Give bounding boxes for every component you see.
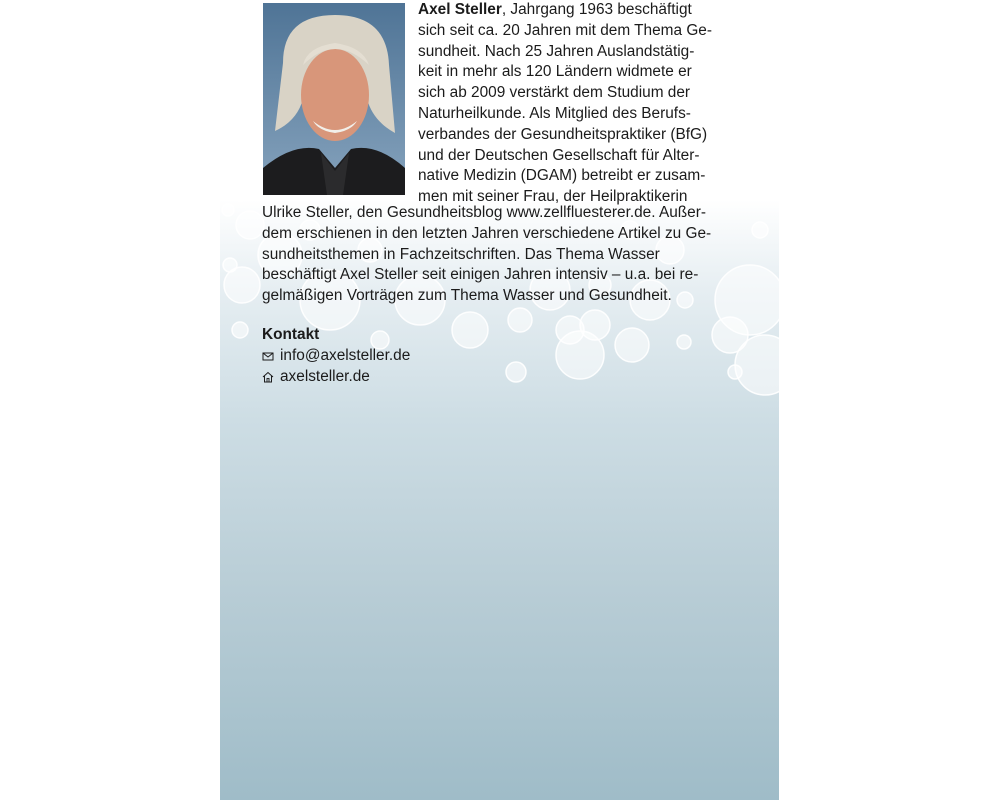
bio-full-column [262, 203, 711, 307]
contact-email-row[interactable] [262, 345, 410, 366]
contact-heading: Kontakt [262, 326, 320, 343]
bio-line: gelmäßigen Vorträgen zum Thema Wasser und Gesundheit. [262, 287, 672, 305]
bio-line: sundheitsthemen in Fachzeitschriften. Das Thema Wasser [262, 245, 660, 263]
bio-line-text: , Jahrgang 1963 beschäftigt [501, 1, 692, 18]
website-link[interactable]: axelsteller.de [280, 368, 370, 385]
bio-line: men mit seiner Frau, der Heilpraktikerin [418, 188, 688, 206]
author-photo [263, 3, 405, 195]
page [220, 0, 779, 800]
bio-line: Ulrike Steller, den Gesundheitsblog www.zellfluesterer.de. Außer- [262, 204, 706, 221]
bio-line: beschäftigt Axel Steller seit einigen Jahren intensiv – u.a. bei re- [262, 266, 699, 284]
contact-section [262, 324, 410, 387]
bio-line: native Medizin (DGAM) betreibt er zusam- [418, 167, 706, 185]
bio-line: sundheit. Nach 25 Jahren Auslandstätig- [418, 42, 695, 60]
bio-line: Naturheilkunde. Als Mitglied des Berufs- [418, 104, 691, 122]
home-icon [262, 371, 274, 383]
bio-line: und der Deutschen Gesellschaft für Alter- [418, 146, 700, 164]
bio-line: sich ab 2009 verstärkt dem Studium der [418, 84, 691, 102]
bio-line: keit in mehr als 120 Ländern widmete er [418, 63, 692, 81]
bio-line [418, 0, 712, 21]
envelope-icon [262, 350, 274, 362]
bio-line: dem erschienen in den letzten Jahren verschiedene Artikel zu Ge- [262, 224, 712, 242]
contact-website-row[interactable] [262, 366, 410, 387]
author-name: Axel Steller [418, 1, 502, 18]
bio-line: sich seit ca. 20 Jahren mit dem Thema Ge- [418, 21, 712, 39]
bio-line: verbandes der Gesundheitspraktiker (BfG) [418, 125, 708, 143]
bio-wrapped-column [418, 0, 712, 208]
email-link[interactable]: info@axelsteller.de [280, 347, 411, 364]
